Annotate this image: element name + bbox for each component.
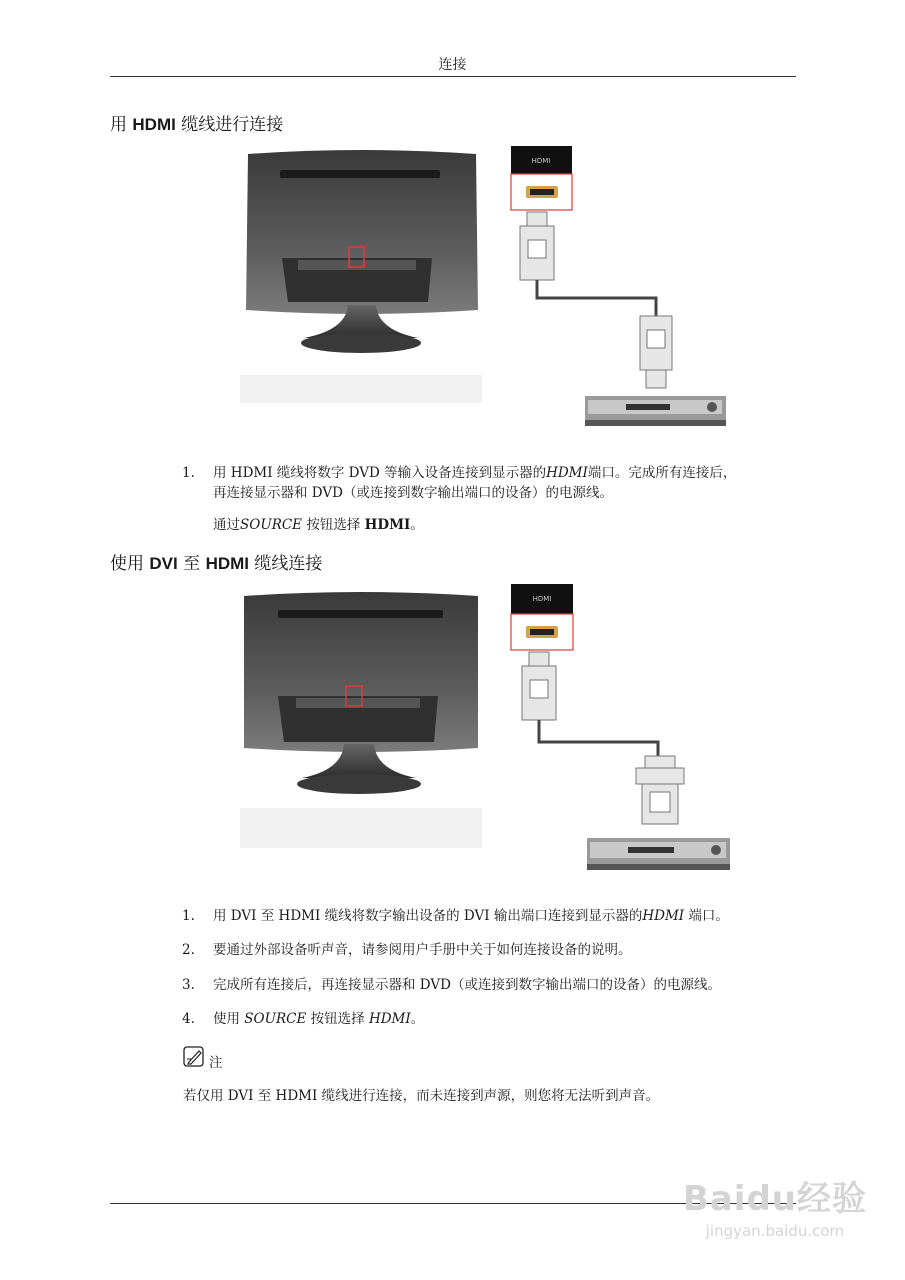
dvd-player-image: [587, 838, 730, 870]
note-label: 注: [209, 1055, 223, 1071]
watermark-logo: Baidu经验: [682, 1179, 867, 1219]
monitor-back-image: [240, 592, 482, 848]
note-pencil-icon: [183, 1046, 207, 1068]
baidu-watermark: [683, 1171, 867, 1240]
step-number: 3.: [182, 977, 195, 993]
step-number: 1.: [182, 465, 195, 481]
step-text: 用 DVI 至 HDMI 缆线将数字输出设备的 DVI 输出端口连接到显示器的HDMI 端口。: [213, 908, 729, 924]
hdmi-port-label: HDMI: [531, 157, 551, 165]
dvd-player-image: [585, 396, 726, 426]
watermark-url: jingyan.baidu.com: [705, 1222, 845, 1240]
step-text: 要通过外部设备听声音，请参阅用户手册中关于如何连接设备的说明。: [213, 942, 632, 958]
step-text: 使用 SOURCE 按钮选择 HDMI。: [213, 1011, 425, 1027]
hdmi-connection-diagram: [236, 140, 736, 435]
section1-heading: 用 HDMI 缆线进行连接: [110, 115, 284, 135]
page-header-title: 连接: [438, 57, 467, 73]
step-number: 2.: [182, 942, 195, 958]
step-number: 4.: [182, 1011, 195, 1027]
step-text: 用 HDMI 缆线将数字 DVD 等输入设备连接到显示器的HDMI端口。完成所有连接后， 再连接显示器和 DVD（或连接到数字输出端口的设备）的电源线。: [213, 465, 737, 501]
dvi-to-hdmi-connection-diagram: [236, 582, 736, 877]
hdmi-port-callout: [511, 584, 573, 650]
hdmi-port-callout: [511, 146, 572, 210]
note-text: 若仅用 DVI 至 HDMI 缆线进行连接，而未连接到声源，则您将无法听到声音。: [183, 1088, 660, 1104]
step-text: 完成所有连接后，再连接显示器和 DVD（或连接到数字输出端口的设备）的电源线。: [213, 977, 721, 993]
step-number: 1.: [182, 908, 195, 924]
dvi-hdmi-cable: [522, 652, 684, 824]
header-rule: [110, 76, 796, 77]
section2-heading: 使用 DVI 至 HDMI 缆线连接: [110, 554, 323, 574]
source-select-note: 通过SOURCE 按钮选择 HDMI。: [213, 517, 424, 533]
hdmi-port-label: HDMI: [532, 595, 552, 603]
hdmi-cable: [520, 212, 672, 388]
monitor-back-image: [240, 150, 482, 403]
